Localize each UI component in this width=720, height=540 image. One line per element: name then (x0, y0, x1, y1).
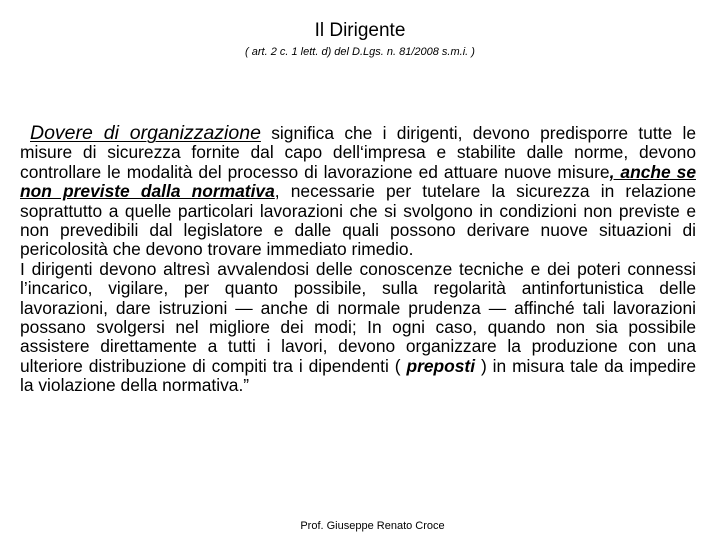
document-body (20, 124, 696, 396)
page-title: Il Dirigente (314, 20, 406, 41)
paragraph-text: , necessarie per tutelare la sicurezza in relazione soprattutto a quelle particolari lavorazioni che si svolgono in condizioni non previste e non prevedibili dal legislatore e dalle quali possono derivare nuove situazioni di pericolosità che devono trovare immediato rimedio. (20, 181, 697, 260)
emphasis-text: , anche se non previste dalla normativa (20, 161, 696, 202)
paragraph-text: ) in misura tale da impedire la violazione della normativa.” (20, 355, 697, 396)
paragraph-text: I dirigenti devono altresì avvalendosi delle conoscenze tecniche e dei poteri connessi l’incarico, vigilare, per quanto possibile, sulla regolarità antinfortunistica delle lavorazioni, dare istruzioni — anche di normale prudenza — affinché tali lavorazioni possano svolgersi nel migliore dei modi; In ogni caso, quando non sia possibile assistere direttamente a tutti i lavori, devono organizzare la produzione con una ulteriore distribuzione di compiti tra i dipendenti ( (20, 258, 696, 376)
emphasis-text: preposti (406, 355, 476, 376)
legal-reference: ( art. 2 c. 1 lett. d) del D.Lgs. n. 81/2008 s.m.i. ) (245, 46, 475, 58)
paragraph-duties (20, 260, 696, 396)
footer-author: Prof. Giuseppe Renato Croce (300, 520, 445, 532)
lead-term: Dovere di organizzazione (30, 122, 261, 144)
paragraph-text: significa che i dirigenti, devono predisporre tutte le misure di sicurezza fornite dal capo dell‘impresa e stabilite dalle norme, devono controllare le modalità del processo di lavorazione ed attuare nuove misure (20, 123, 696, 182)
paragraph-definition (20, 124, 696, 260)
